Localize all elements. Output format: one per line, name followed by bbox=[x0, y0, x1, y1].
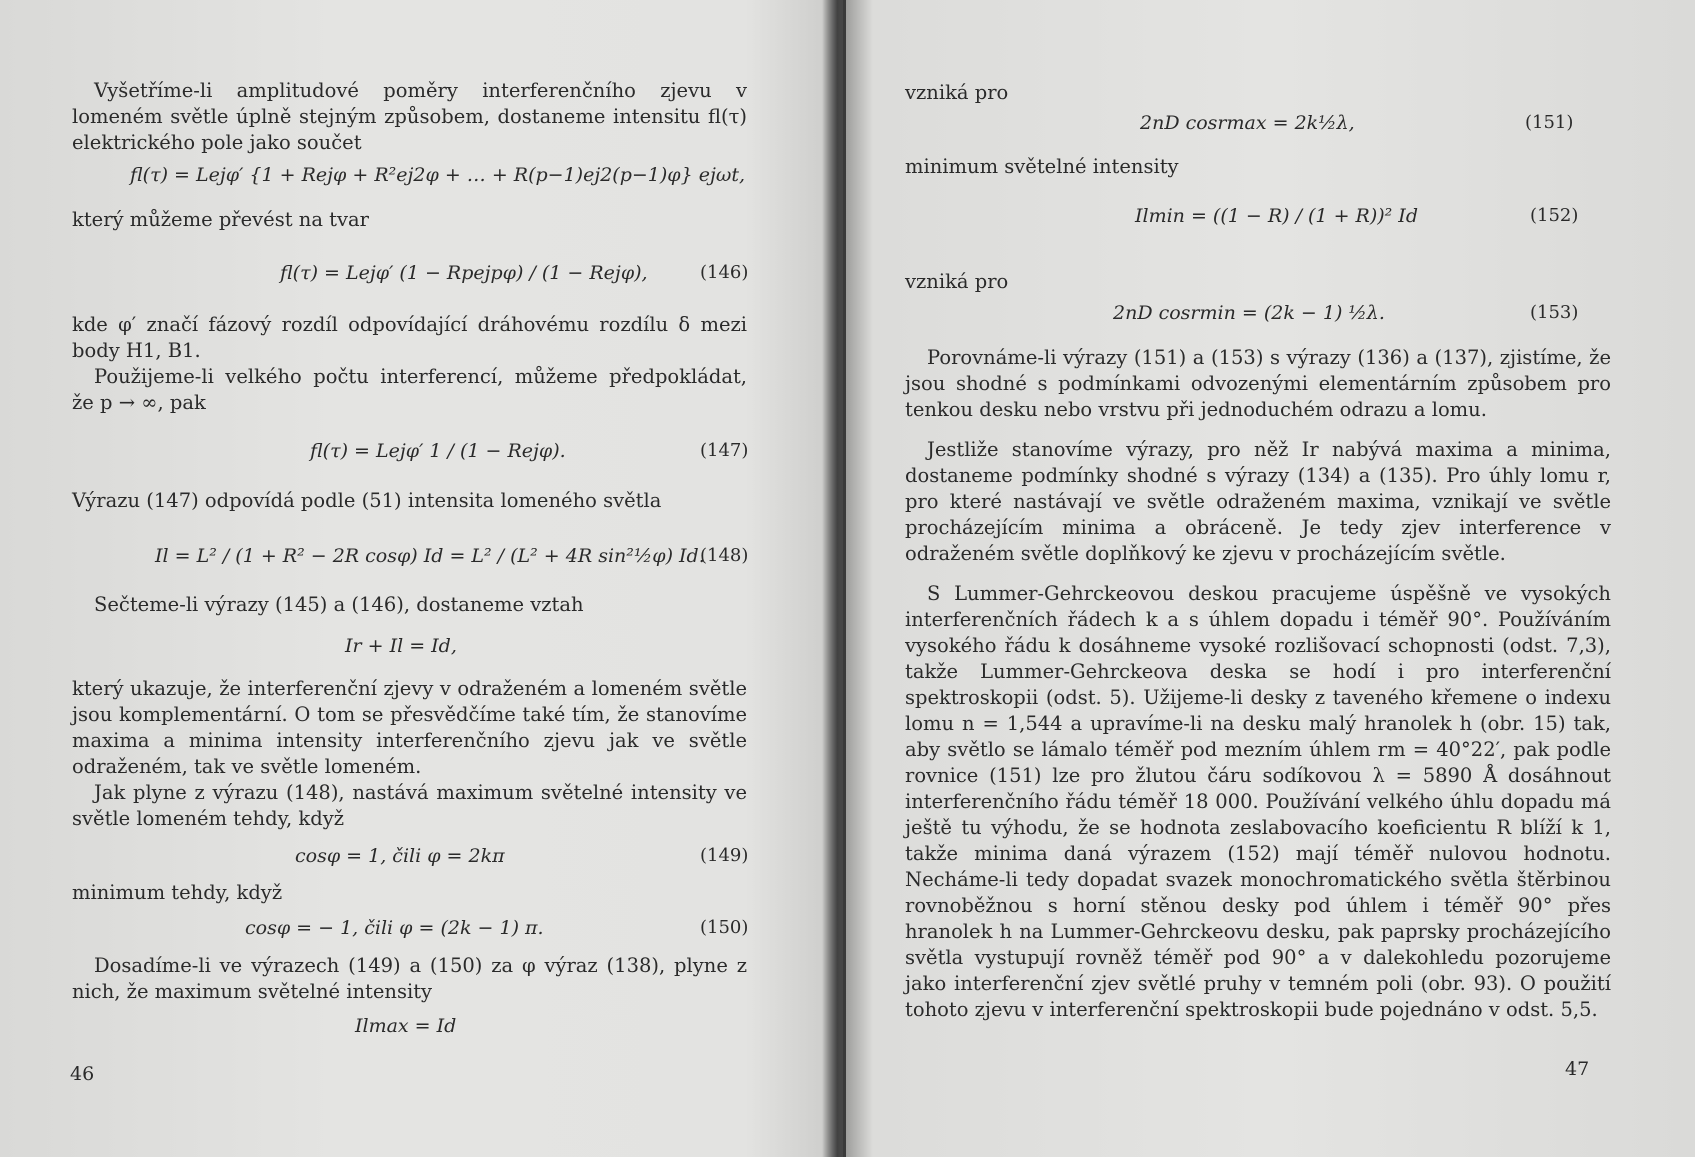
paragraph: Použijeme-li velkého počtu interferencí, můžeme předpokládat, že p → ∞, pak bbox=[72, 365, 747, 414]
paragraph: který ukazuje, že interferenční zjevy v odraženém a lomeném světle jsou komplementární. O tom se přesvědčíme také tím, že stanovíme maxima a minima intensity interferenčního zjevu jak ve světle odraženém, tak ve světle lomeném. bbox=[72, 677, 747, 778]
equation-number: (147) bbox=[700, 440, 749, 461]
right-text-block-2 bbox=[905, 154, 1611, 180]
left-page bbox=[0, 0, 830, 1157]
paragraph: který můžeme převést na tvar bbox=[72, 208, 369, 231]
paragraph: S Lummer-Gehrckeovou deskou pracujeme úspěšně ve vysokých interferenčních řádech k a s úhlem dopadu i téměř 90°. Používáním vysokého řádu k dosáhneme vysoké rozlišovací schopnosti (odst. 7,3), takže Lummer-Gehrckeova deska se hodí i pro interferenční spektroskopii (odst. 5). Užijeme-li desky z taveného křemene o indexu lomu n = 1,544 a upravíme-li na desku malý hranolek h (obr. 15) tak, aby světlo se lámalo téměř pod mezním úhlem rm = 40°22′, pak podle rovnice (151) lze pro žlutou čáru sodíkovou λ = 5890 Å dosáhnout interferenčního řádu téměř 18 000. Používání velkého úhlu dopadu má ještě tu výhodu, že se hodnota zeslabovacího koeficientu R blíží k 1, takže minima daná výrazem (152) mají téměř nulovou hodnotu. Necháme-li tedy dopadat svazek monochromatického světla štěrbinou rovnoběžnou s horní stěnou desky pod úhlem i téměř 90° přes hranolek h na Lummer-Gehrckeovu desku, pak paprsky procházejícího světla vystupují rovněž téměř pod 90° a v dalekohledu pozorujeme jako interferenční zjev světlé pruhy v temném poli (obr. 93). O použití tohoto zjevu v interferenční spektroskopii bude pojednáno v odst. 5,5. bbox=[905, 582, 1611, 1021]
equation-number: (152) bbox=[1530, 205, 1579, 226]
equation-146: fl(τ) = Lejφ′ (1 − Rpejpφ) / (1 − Rejφ), bbox=[280, 262, 648, 284]
paragraph: Vyšetříme-li amplitudové poměry interferenčního zjevu v lomeném světle úplně stejným způsobem, dostaneme intensitu fl(τ) elektrického pole jako součet bbox=[72, 79, 747, 154]
equation-sum-2: Ir + Il = Id, bbox=[345, 635, 457, 657]
left-text-block-1 bbox=[72, 78, 747, 156]
page-number: 46 bbox=[70, 1063, 95, 1085]
paragraph: Výrazu (147) odpovídá podle (51) intensita lomeného světla bbox=[72, 489, 662, 512]
equation-153: 2nD cosrmin = (2k − 1) ½λ. bbox=[1113, 302, 1385, 324]
equation-147: fl(τ) = Lejφ′ 1 / (1 − Rejφ). bbox=[310, 440, 566, 462]
equation-number: (148) bbox=[700, 545, 749, 566]
equation-number: (151) bbox=[1525, 112, 1574, 133]
equation-150: cosφ = − 1, čili φ = (2k − 1) π. bbox=[245, 917, 544, 939]
equation-number: (150) bbox=[700, 917, 749, 938]
paragraph: Jak plyne z výrazu (148), nastává maximum světelné intensity ve světle lomeném tehdy, když bbox=[72, 781, 747, 830]
paragraph: kde φ′ značí fázový rozdíl odpovídající dráhovému rozdílu δ mezi body H1, B1. bbox=[72, 313, 747, 362]
paragraph: minimum tehdy, když bbox=[72, 881, 283, 904]
paragraph: Dosadíme-li ve výrazech (149) a (150) za φ výraz (138), plyne z nich, že maximum světelné intensity bbox=[72, 954, 747, 1003]
right-text-block-1 bbox=[905, 80, 1611, 106]
left-text-block-8 bbox=[72, 953, 747, 1005]
left-text-block-4 bbox=[72, 488, 747, 514]
left-text-block-6 bbox=[72, 676, 747, 832]
left-text-block-7 bbox=[72, 880, 747, 906]
right-text-block-3 bbox=[905, 269, 1611, 295]
equation-149: cosφ = 1, čili φ = 2kπ bbox=[295, 845, 505, 867]
equation-number: (146) bbox=[700, 262, 749, 283]
equation-imax: Ilmax = Id bbox=[355, 1015, 457, 1037]
equation-number: (149) bbox=[700, 845, 749, 866]
left-text-block-5 bbox=[72, 592, 747, 618]
spacer bbox=[905, 567, 1611, 581]
paragraph: Porovnáme-li výrazy (151) a (153) s výrazy (136) a (137), zjistíme, že jsou shodné s podmínkami odvozenými elementárním způsobem pro tenkou desku nebo vrstvu při jednoduchém odrazu a lomu. bbox=[905, 346, 1611, 421]
paragraph: Sečteme-li výrazy (145) a (146), dostaneme vztah bbox=[94, 593, 584, 616]
equation-148: Il = L² / (1 + R² − 2R cosφ) Id = L² / (L² + 4R sin²½φ) Id. bbox=[155, 545, 705, 567]
paragraph: vzniká pro bbox=[905, 81, 1009, 104]
right-text-block-4 bbox=[905, 345, 1611, 1023]
spacer bbox=[905, 423, 1611, 437]
paragraph: vzniká pro bbox=[905, 270, 1009, 293]
equation-number: (153) bbox=[1530, 302, 1579, 323]
paragraph: Jestliže stanovíme výrazy, pro něž Ir nabývá maxima a minima, dostaneme podmínky shodné s výrazy (134) a (135). Pro úhly lomu r, pro které nastávají ve světle odraženém maxima, vznikají ve světle procházejícím minima a obráceně. Je tedy zjev interference v odraženém světle doplňkový ke zjevu v procházejícím světle. bbox=[905, 438, 1611, 565]
equation-151: 2nD cosrmax = 2k½λ, bbox=[1140, 112, 1355, 134]
paragraph: minimum světelné intensity bbox=[905, 155, 1179, 178]
left-text-block-3 bbox=[72, 312, 747, 416]
left-text-block-2 bbox=[72, 207, 747, 233]
right-page bbox=[835, 0, 1695, 1157]
equation-152: Ilmin = ((1 − R) / (1 + R))² Id bbox=[1135, 205, 1418, 227]
page-number: 47 bbox=[1565, 1058, 1590, 1080]
equation-sum: fl(τ) = Lejφ′ {1 + Rejφ + R²ej2φ + … + R(p−1)ej2(p−1)φ} ejωt, bbox=[130, 164, 746, 186]
